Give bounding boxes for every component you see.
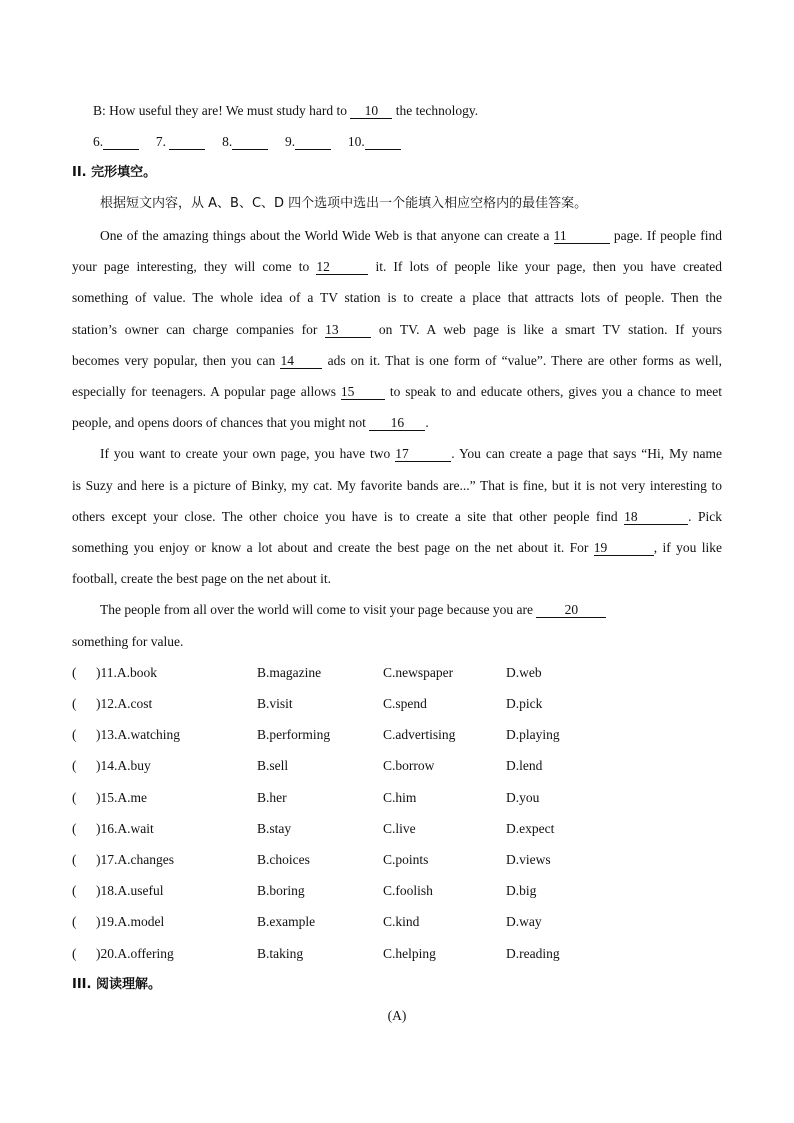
passage-text: people, and opens doors of chances that you might not	[72, 415, 366, 430]
option-b[interactable]: B.performing	[257, 727, 331, 742]
answer-row	[93, 134, 743, 150]
question-row	[72, 914, 722, 930]
answer-label: 9.	[285, 134, 296, 149]
question-number: )18.A.useful	[96, 883, 164, 898]
option-c[interactable]: C.live	[383, 821, 416, 836]
passage-text: page. If people find	[613, 228, 722, 243]
option-d[interactable]: D.playing	[506, 727, 560, 742]
passage-line	[72, 228, 722, 244]
passage-line: something of value. The whole idea of a TV station is to create a place that attracts lots of people. Then the	[72, 290, 722, 305]
passage-line	[72, 259, 722, 275]
section-2-title: II. 完形填空。	[72, 165, 157, 180]
option-b[interactable]: B.visit	[257, 696, 293, 711]
passage-line: is Suzy and here is a picture of Binky, my cat. My favorite bands are...” That is fine, but it is not very interesting to	[72, 478, 722, 493]
passage-line	[72, 446, 722, 462]
question-number: )12.A.cost	[96, 696, 153, 711]
passage-text: ads on it. That is one form of “value”. There are other forms as well,	[327, 353, 722, 368]
passage-text: station’s owner can charge companies for	[72, 322, 318, 337]
question-row	[72, 821, 722, 837]
answer-label: 6.	[93, 134, 104, 149]
passage-line: something for value.	[72, 634, 184, 649]
option-b[interactable]: B.example	[257, 914, 316, 929]
passage-text: especially for teenagers. A popular page allows	[72, 384, 336, 399]
dialogue-text-end: the technology.	[395, 103, 479, 118]
option-c[interactable]: C.spend	[383, 696, 427, 711]
question-row	[72, 852, 722, 868]
question-row	[72, 790, 722, 806]
option-c[interactable]: C.kind	[383, 914, 420, 929]
passage-line	[72, 353, 722, 369]
passage-text: it. If lots of people like your page, then you have created	[375, 259, 722, 274]
option-c[interactable]: C.helping	[383, 946, 436, 961]
answer-blank-6[interactable]	[103, 135, 139, 150]
passage-text: something you enjoy or know a lot about and create the best page on the net about it. For	[72, 540, 589, 555]
question-number: )13.A.watching	[96, 727, 180, 742]
passage-text: on TV. A web page is like a smart TV station. If yours	[378, 322, 723, 337]
passage-line	[72, 322, 722, 338]
option-c[interactable]: C.him	[383, 790, 417, 805]
option-c[interactable]: C.newspaper	[383, 665, 454, 680]
answer-label: 10.	[347, 134, 365, 149]
answer-label: 8.	[222, 134, 233, 149]
answer-blank-10[interactable]	[365, 135, 401, 150]
blank-18[interactable]: 18	[624, 510, 688, 525]
option-c[interactable]: C.advertising	[383, 727, 456, 742]
passage-line	[72, 509, 722, 525]
question-row	[72, 946, 722, 962]
section-3-subtitle: (A)	[387, 1008, 407, 1023]
answer-paren[interactable]: (	[72, 852, 77, 867]
question-number: )17.A.changes	[96, 852, 174, 867]
blank-16[interactable]: 16	[369, 416, 425, 431]
blank-17[interactable]: 17	[395, 447, 451, 462]
answer-label: 7.	[155, 134, 166, 149]
option-d[interactable]: D.reading	[506, 946, 560, 961]
answer-blank-9[interactable]	[295, 135, 331, 150]
option-d[interactable]: D.big	[506, 883, 537, 898]
answer-paren[interactable]: (	[72, 946, 77, 961]
blank-12[interactable]: 12	[316, 260, 368, 275]
answer-paren[interactable]: (	[72, 914, 77, 929]
passage-text: others except your close. The other choice you have is to create a site that other people find	[72, 509, 618, 524]
blank-14[interactable]: 14	[280, 354, 322, 369]
option-b[interactable]: B.sell	[257, 758, 289, 773]
option-d[interactable]: D.views	[506, 852, 551, 867]
passage-text: . You can create a page that says “Hi, My name	[451, 446, 723, 461]
blank-19[interactable]: 19	[594, 541, 654, 556]
option-d[interactable]: D.you	[506, 790, 540, 805]
option-b[interactable]: B.choices	[257, 852, 310, 867]
question-number: )14.A.buy	[96, 758, 151, 773]
passage-text: . Pick	[688, 509, 722, 524]
question-row	[72, 727, 722, 743]
passage-line	[72, 602, 722, 618]
answer-paren[interactable]: (	[72, 665, 77, 680]
answer-blank-7[interactable]	[169, 135, 205, 150]
option-c[interactable]: C.borrow	[383, 758, 435, 773]
passage-text: The people from all over the world will come to visit your page because you are	[100, 602, 533, 617]
answer-paren[interactable]: (	[72, 758, 77, 773]
blank-20[interactable]: 20	[536, 603, 606, 618]
passage-line: football, create the best page on the net about it.	[72, 571, 332, 586]
question-row	[72, 696, 722, 712]
passage-line	[72, 540, 722, 556]
answer-blank-8[interactable]	[232, 135, 268, 150]
option-b[interactable]: B.magazine	[257, 665, 322, 680]
answer-paren[interactable]: (	[72, 883, 77, 898]
question-row	[72, 758, 722, 774]
question-number: )11.A.book	[96, 665, 157, 680]
passage-text: .	[425, 415, 429, 430]
option-d[interactable]: D.expect	[506, 821, 555, 836]
option-d[interactable]: D.pick	[506, 696, 543, 711]
blank-11[interactable]: 11	[554, 229, 610, 244]
passage-text: If you want to create your own page, you have two	[100, 446, 391, 461]
question-number: )20.A.offering	[96, 946, 174, 961]
section-2-instruction: 根据短文内容，从 A、B、C、D 四个选项中选出一个能填入相应空格内的最佳答案。	[100, 196, 588, 211]
passage-line	[72, 415, 722, 431]
option-d[interactable]: D.way	[506, 914, 542, 929]
question-number: )19.A.model	[96, 914, 165, 929]
question-number: )16.A.wait	[96, 821, 154, 836]
option-c[interactable]: C.foolish	[383, 883, 433, 898]
option-b[interactable]: B.boring	[257, 883, 305, 898]
question-row	[72, 665, 722, 681]
blank-10[interactable]: 10	[350, 104, 392, 119]
option-d[interactable]: D.lend	[506, 758, 543, 773]
section-3-title: III. 阅读理解。	[72, 977, 161, 992]
question-row	[72, 883, 722, 899]
passage-text: your page interesting, they will come to	[72, 259, 310, 274]
answer-paren[interactable]: (	[72, 727, 77, 742]
option-d[interactable]: D.web	[506, 665, 542, 680]
answer-paren[interactable]: (	[72, 821, 77, 836]
option-c[interactable]: C.points	[383, 852, 429, 867]
passage-line	[72, 384, 722, 400]
answer-paren[interactable]: (	[72, 790, 77, 805]
passage-text: One of the amazing things about the World Wide Web is that anyone can create a	[100, 228, 550, 243]
passage-text: to speak to and educate others, gives you a chance to meet	[389, 384, 723, 399]
option-b[interactable]: B.her	[257, 790, 287, 805]
option-b[interactable]: B.stay	[257, 821, 292, 836]
answer-paren[interactable]: (	[72, 696, 77, 711]
question-number: )15.A.me	[96, 790, 147, 805]
dialogue-text: B: How useful they are! We must study hard to	[93, 103, 347, 118]
blank-13[interactable]: 13	[325, 323, 371, 338]
blank-15[interactable]: 15	[341, 385, 385, 400]
option-b[interactable]: B.taking	[257, 946, 304, 961]
passage-text: , if you like	[653, 540, 723, 555]
dialogue-line-b	[93, 103, 743, 119]
passage-text: becomes very popular, then you can	[72, 353, 276, 368]
